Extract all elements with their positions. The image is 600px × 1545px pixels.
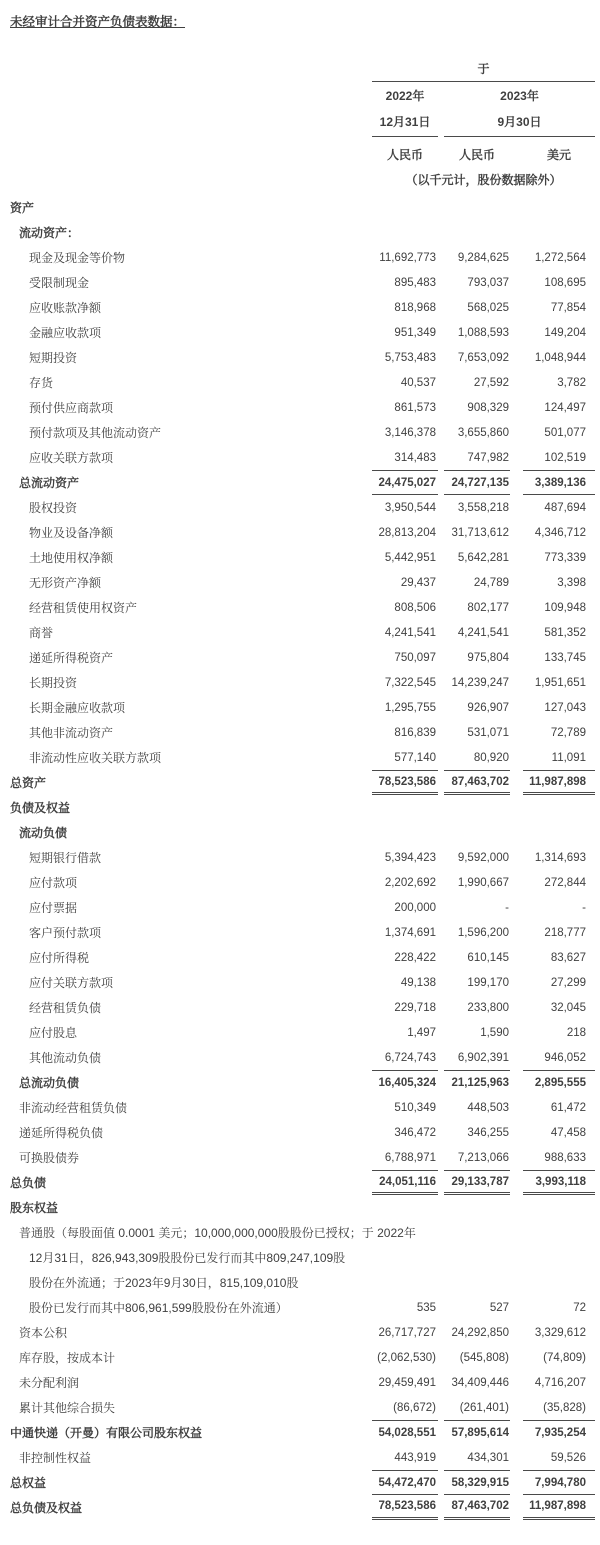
- cell-rmb-2023: 3,558,218: [457, 501, 509, 514]
- cell-rmb-2023: [444, 195, 510, 220]
- cell-rmb-2023: 21,125,963: [444, 1070, 510, 1095]
- table-row: [0, 470, 600, 495]
- row-label: 其他非流动资产: [29, 726, 114, 740]
- cell-usd-2023: 109,948: [544, 601, 586, 614]
- row-label: 普通股（每股面值 0.0001 美元；10,000,000,000股股份已授权；于 2022年: [19, 1226, 416, 1240]
- cell-rmb-2023: 793,037: [467, 276, 509, 289]
- cell-rmb-2023: 908,329: [467, 401, 509, 414]
- cell-rmb-2023: (261,401): [459, 1401, 509, 1414]
- cell-rmb-2023: 233,800: [467, 1001, 509, 1014]
- cell-usd-2023: [523, 220, 595, 245]
- row-label: 非控制性权益: [19, 1451, 92, 1465]
- cell-rmb-2023: [444, 1270, 510, 1295]
- cell-rmb-2022: 78,523,586: [372, 1495, 438, 1520]
- cell-rmb-2022: 314,483: [394, 451, 436, 464]
- row-label: 短期投资: [29, 351, 78, 365]
- row-label: 应付票据: [29, 901, 78, 915]
- row-label: 预付供应商款项: [29, 401, 114, 415]
- cell-usd-2023: 72: [573, 1301, 586, 1314]
- row-label: 总流动负债: [19, 1076, 80, 1090]
- cell-rmb-2023: 199,170: [467, 976, 509, 989]
- col-2023-date: 9月30日: [497, 114, 542, 129]
- table-row: [0, 820, 600, 845]
- cell-rmb-2022: 11,692,773: [379, 251, 436, 264]
- cell-usd-2023: 946,052: [544, 1051, 586, 1064]
- header-rule-2023-group: [444, 136, 595, 137]
- table-row: [0, 945, 600, 970]
- cell-usd-2023: 218,777: [544, 926, 586, 939]
- cell-rmb-2023: 1,596,200: [457, 926, 509, 939]
- balance-sheet-document: [0, 12, 600, 1520]
- cell-rmb-2022: 3,146,378: [384, 426, 436, 439]
- cell-usd-2023: 124,497: [544, 401, 586, 414]
- cell-rmb-2022: 5,394,423: [384, 851, 436, 864]
- cell-rmb-2022: [372, 1195, 438, 1220]
- cell-rmb-2022: 861,573: [394, 401, 436, 414]
- table-row: [0, 1120, 600, 1145]
- row-label: 股份已发行而其中806,961,599股股份在外流通）: [29, 1301, 288, 1315]
- cell-usd-2023: -: [582, 901, 586, 914]
- table-row: [0, 795, 600, 820]
- cell-rmb-2023: 24,789: [473, 576, 509, 589]
- table-row: [0, 420, 600, 445]
- col-2022-date: 12月31日: [379, 114, 431, 129]
- row-label: 库存股，按成本计: [19, 1351, 116, 1365]
- cell-rmb-2023: 346,255: [467, 1126, 509, 1139]
- cell-rmb-2022: 7,322,545: [384, 676, 436, 689]
- cell-rmb-2022: 346,472: [394, 1126, 436, 1139]
- cell-usd-2023: 149,204: [544, 326, 586, 339]
- cell-rmb-2022: 4,241,541: [384, 626, 436, 639]
- cell-rmb-2023: 802,177: [467, 601, 509, 614]
- table-row: [0, 1070, 600, 1095]
- cell-usd-2023: 11,987,898: [523, 1495, 595, 1520]
- cell-rmb-2022: 54,028,551: [372, 1420, 438, 1445]
- table-row: [0, 270, 600, 295]
- cell-rmb-2022: 6,788,971: [384, 1151, 436, 1164]
- table-row: [0, 745, 600, 770]
- cell-usd-2023: [523, 1220, 595, 1245]
- cell-usd-2023: 773,339: [544, 551, 586, 564]
- cell-rmb-2023: 6,902,391: [457, 1051, 509, 1064]
- cell-rmb-2022: [372, 220, 438, 245]
- row-label: 存货: [29, 376, 54, 390]
- cell-usd-2023: 3,782: [557, 376, 586, 389]
- cell-rmb-2023: 5,642,281: [457, 551, 509, 564]
- table-row: [0, 920, 600, 945]
- table-row: [0, 295, 600, 320]
- cell-rmb-2023: 434,301: [467, 1451, 509, 1464]
- cell-rmb-2023: 14,239,247: [451, 676, 509, 689]
- cell-usd-2023: 3,993,118: [523, 1170, 595, 1195]
- row-label: 负债及权益: [10, 801, 71, 815]
- cell-rmb-2022: [372, 1270, 438, 1295]
- table-row: [0, 770, 600, 795]
- row-label: 土地使用权净额: [29, 551, 114, 565]
- row-label: 总流动资产: [19, 476, 80, 490]
- cell-rmb-2022: 16,405,324: [372, 1070, 438, 1095]
- cell-usd-2023: 7,935,254: [523, 1420, 595, 1445]
- cell-usd-2023: 83,627: [550, 951, 586, 964]
- row-label: 经营租赁使用权资产: [29, 601, 138, 615]
- cell-rmb-2022: 29,459,491: [378, 1376, 436, 1389]
- cell-usd-2023: 77,854: [550, 301, 586, 314]
- cell-rmb-2022: 228,422: [394, 951, 436, 964]
- cell-rmb-2022: 5,442,951: [384, 551, 436, 564]
- cell-rmb-2023: 87,463,702: [444, 770, 510, 795]
- table-row: [0, 1445, 600, 1470]
- cell-usd-2023: [523, 1270, 595, 1295]
- row-label: 总权益: [10, 1476, 47, 1490]
- cell-rmb-2023: 531,071: [467, 726, 509, 739]
- cell-usd-2023: 4,716,207: [534, 1376, 586, 1389]
- cell-usd-2023: 11,091: [551, 751, 586, 764]
- cell-rmb-2023: [444, 820, 510, 845]
- cell-usd-2023: (35,828): [543, 1401, 586, 1414]
- cell-rmb-2023: [444, 1245, 510, 1270]
- table-row: [0, 720, 600, 745]
- cell-rmb-2022: 28,813,204: [378, 526, 436, 539]
- table-row: [0, 1045, 600, 1070]
- currency-usd-2023: 美元: [546, 147, 571, 162]
- row-label: 流动负债: [19, 826, 68, 840]
- cell-usd-2023: 581,352: [544, 626, 586, 639]
- cell-rmb-2022: 510,349: [394, 1101, 436, 1114]
- cell-usd-2023: (74,809): [543, 1351, 586, 1364]
- table-row: [0, 1295, 600, 1320]
- table-row: [0, 1245, 600, 1270]
- table-row: [0, 195, 600, 220]
- row-label: 非流动经营租赁负债: [19, 1101, 128, 1115]
- cell-rmb-2023: 3,655,860: [457, 426, 509, 439]
- cell-rmb-2022: 1,374,691: [384, 926, 436, 939]
- cell-usd-2023: 61,472: [550, 1101, 586, 1114]
- row-label: 未分配利润: [19, 1376, 80, 1390]
- header-underlines: [372, 134, 595, 142]
- row-label: 客户预付款项: [29, 926, 102, 940]
- cell-rmb-2023: 9,592,000: [457, 851, 509, 864]
- row-label: 累计其他综合损失: [19, 1401, 116, 1415]
- cell-rmb-2023: 57,895,614: [444, 1420, 510, 1445]
- cell-usd-2023: 133,745: [544, 651, 586, 664]
- table-row: [0, 370, 600, 395]
- cell-usd-2023: [523, 795, 595, 820]
- cell-usd-2023: 1,048,944: [534, 351, 586, 364]
- row-label: 资产: [10, 201, 35, 215]
- row-label: 可换股债券: [19, 1151, 80, 1165]
- cell-rmb-2022: 24,051,116: [372, 1170, 438, 1195]
- cell-rmb-2023: 1,990,667: [457, 876, 509, 889]
- row-label: 总负债及权益: [10, 1501, 83, 1515]
- cell-rmb-2022: 818,968: [394, 301, 436, 314]
- cell-rmb-2022: 29,437: [400, 576, 436, 589]
- cell-usd-2023: 501,077: [544, 426, 586, 439]
- as-of-label: 于: [477, 62, 490, 76]
- table-row: [0, 995, 600, 1020]
- cell-rmb-2022: 1,295,755: [384, 701, 436, 714]
- table-row: [0, 595, 600, 620]
- page-title: 未经审计合并资产负债表数据：: [10, 15, 186, 29]
- row-label: 应付股息: [29, 1026, 78, 1040]
- table-row: [0, 870, 600, 895]
- cell-usd-2023: 4,346,712: [534, 526, 586, 539]
- row-label: 流动资产：: [19, 226, 80, 240]
- cell-rmb-2023: 1,590: [480, 1026, 509, 1039]
- cell-rmb-2023: [444, 1195, 510, 1220]
- table-row: [0, 695, 600, 720]
- cell-usd-2023: 7,994,780: [523, 1470, 595, 1495]
- cell-rmb-2022: 24,475,027: [372, 470, 438, 495]
- row-label: 预付款项及其他流动资产: [29, 426, 162, 440]
- cell-rmb-2022: 49,138: [400, 976, 436, 989]
- cell-rmb-2023: 24,292,850: [451, 1326, 509, 1339]
- table-row: [0, 895, 600, 920]
- cell-rmb-2022: 951,349: [394, 326, 436, 339]
- table-row: [0, 970, 600, 995]
- cell-rmb-2022: 895,483: [394, 276, 436, 289]
- table-row: [0, 495, 600, 520]
- currency-rmb-2023: 人民币: [458, 147, 495, 162]
- row-label: 12月31日，826,943,309股股份已发行而其中809,247,109股: [29, 1251, 346, 1265]
- cell-rmb-2023: 31,713,612: [451, 526, 509, 539]
- table-row: [0, 1370, 600, 1395]
- cell-rmb-2023: 29,133,787: [444, 1170, 510, 1195]
- cell-rmb-2023: 975,804: [467, 651, 509, 664]
- row-label: 短期银行借款: [29, 851, 102, 865]
- cell-usd-2023: 1,314,693: [534, 851, 586, 864]
- row-label: 资本公积: [19, 1326, 68, 1340]
- cell-usd-2023: 11,987,898: [523, 770, 595, 795]
- cell-rmb-2022: 1,497: [407, 1026, 436, 1039]
- cell-usd-2023: 988,633: [544, 1151, 586, 1164]
- table-row: [0, 1270, 600, 1295]
- cell-usd-2023: 3,389,136: [523, 470, 595, 495]
- row-label: 应付所得税: [29, 951, 90, 965]
- cell-rmb-2023: -: [505, 901, 509, 914]
- cell-rmb-2023: 34,409,446: [451, 1376, 509, 1389]
- cell-rmb-2023: 80,920: [473, 751, 509, 764]
- table-row: [0, 520, 600, 545]
- cell-usd-2023: 108,695: [544, 276, 586, 289]
- cell-usd-2023: 2,895,555: [523, 1070, 595, 1095]
- cell-rmb-2023: 58,329,915: [444, 1470, 510, 1495]
- cell-rmb-2023: 568,025: [467, 301, 509, 314]
- table-row: [0, 1195, 600, 1220]
- row-label: 应付关联方款项: [29, 976, 114, 990]
- cell-usd-2023: [523, 1195, 595, 1220]
- cell-rmb-2022: [372, 1245, 438, 1270]
- cell-rmb-2022: 443,919: [394, 1451, 436, 1464]
- cell-rmb-2022: 40,537: [400, 376, 436, 389]
- cell-usd-2023: 127,043: [544, 701, 586, 714]
- cell-usd-2023: 1,272,564: [534, 251, 586, 264]
- header-rule-2022-col: [372, 136, 438, 137]
- table-row: [0, 670, 600, 695]
- cell-rmb-2023: [444, 1220, 510, 1245]
- cell-usd-2023: 27,299: [550, 976, 586, 989]
- cell-rmb-2023: 27,592: [473, 376, 509, 389]
- table-row: [0, 1345, 600, 1370]
- col-2023-year: 2023年: [500, 88, 539, 103]
- table-row: [0, 445, 600, 470]
- row-label: 股权投资: [29, 501, 78, 515]
- units-note: （以千元计，股份数据除外）: [405, 172, 562, 187]
- cell-usd-2023: 32,045: [550, 1001, 586, 1014]
- cell-rmb-2023: 747,982: [467, 451, 509, 464]
- table-row: [0, 395, 600, 420]
- cell-usd-2023: [523, 195, 595, 220]
- table-column-header: [372, 56, 595, 192]
- row-label: 长期投资: [29, 676, 78, 690]
- cell-usd-2023: [523, 820, 595, 845]
- cell-rmb-2022: 78,523,586: [372, 770, 438, 795]
- cell-rmb-2022: 3,950,544: [384, 501, 436, 514]
- balance-sheet-table: [0, 195, 600, 1520]
- row-label: 其他流动负债: [29, 1051, 102, 1065]
- cell-rmb-2022: 229,718: [394, 1001, 436, 1014]
- table-row: [0, 1395, 600, 1420]
- cell-usd-2023: 59,526: [550, 1451, 586, 1464]
- cell-rmb-2022: 200,000: [394, 901, 436, 914]
- currency-rmb-2022: 人民币: [386, 147, 423, 162]
- currency-row: [372, 142, 595, 166]
- cell-rmb-2022: (2,062,530): [377, 1351, 436, 1364]
- cell-rmb-2023: 4,241,541: [457, 626, 509, 639]
- cell-rmb-2023: 24,727,135: [444, 470, 510, 495]
- col-2022-year: 2022年: [385, 88, 425, 103]
- cell-usd-2023: 102,519: [544, 451, 586, 464]
- row-label: 应收关联方款项: [29, 451, 114, 465]
- row-label: 递延所得税负债: [19, 1126, 104, 1140]
- cell-rmb-2023: 1,088,593: [457, 326, 509, 339]
- cell-rmb-2023: [444, 220, 510, 245]
- table-row: [0, 1020, 600, 1045]
- row-label: 非流动性应收关联方款项: [29, 751, 162, 765]
- cell-rmb-2022: [372, 195, 438, 220]
- table-row: [0, 620, 600, 645]
- row-label: 股份在外流通；于2023年9月30日，815,109,010股: [29, 1276, 299, 1290]
- table-row: [0, 1170, 600, 1195]
- date-row: [372, 108, 595, 134]
- cell-rmb-2022: 577,140: [394, 751, 436, 764]
- cell-rmb-2023: 926,907: [467, 701, 509, 714]
- cell-rmb-2022: 816,839: [394, 726, 436, 739]
- row-label: 应收账款净额: [29, 301, 102, 315]
- cell-rmb-2022: 2,202,692: [384, 876, 436, 889]
- cell-rmb-2022: (86,672): [393, 1401, 436, 1414]
- cell-rmb-2023: 7,213,066: [457, 1151, 509, 1164]
- cell-usd-2023: 487,694: [544, 501, 586, 514]
- table-row: [0, 1420, 600, 1445]
- cell-usd-2023: 3,398: [557, 576, 586, 589]
- row-label: 总负债: [10, 1176, 47, 1190]
- table-row: [0, 1495, 600, 1520]
- table-row: [0, 545, 600, 570]
- table-row: [0, 245, 600, 270]
- cell-rmb-2023: 610,145: [467, 951, 509, 964]
- cell-rmb-2022: 808,506: [394, 601, 436, 614]
- cell-usd-2023: 3,329,612: [534, 1326, 586, 1339]
- cell-usd-2023: 218: [566, 1026, 586, 1039]
- cell-rmb-2022: 750,097: [394, 651, 436, 664]
- cell-rmb-2023: 527: [489, 1301, 509, 1314]
- cell-rmb-2022: [372, 1220, 438, 1245]
- row-label: 股东权益: [10, 1201, 59, 1215]
- table-row: [0, 645, 600, 670]
- table-row: [0, 1320, 600, 1345]
- table-row: [0, 1220, 600, 1245]
- row-label: 总资产: [10, 776, 47, 790]
- row-label: 现金及现金等价物: [29, 251, 126, 265]
- cell-rmb-2022: 54,472,470: [372, 1470, 438, 1495]
- row-label: 无形资产净额: [29, 576, 102, 590]
- cell-rmb-2022: 535: [416, 1301, 436, 1314]
- cell-rmb-2023: 448,503: [467, 1101, 509, 1114]
- table-row: [0, 320, 600, 345]
- cell-usd-2023: [523, 1245, 595, 1270]
- row-label: 递延所得税资产: [29, 651, 114, 665]
- cell-rmb-2022: 26,717,727: [378, 1326, 436, 1339]
- table-row: [0, 1145, 600, 1170]
- row-label: 商誉: [29, 626, 54, 640]
- cell-usd-2023: 272,844: [544, 876, 586, 889]
- table-row: [0, 845, 600, 870]
- cell-rmb-2022: [372, 795, 438, 820]
- cell-rmb-2022: 5,753,483: [384, 351, 436, 364]
- table-row: [0, 345, 600, 370]
- table-row: [0, 220, 600, 245]
- table-row: [0, 1095, 600, 1120]
- cell-rmb-2023: 87,463,702: [444, 1495, 510, 1520]
- table-row: [0, 570, 600, 595]
- cell-usd-2023: 72,789: [550, 726, 586, 739]
- cell-rmb-2022: [372, 820, 438, 845]
- cell-usd-2023: 47,458: [550, 1126, 586, 1139]
- cell-rmb-2023: [444, 795, 510, 820]
- row-label: 物业及设备净额: [29, 526, 114, 540]
- row-label: 长期金融应收款项: [29, 701, 126, 715]
- row-label: 经营租赁负债: [29, 1001, 102, 1015]
- row-label: 中通快递（开曼）有限公司股东权益: [10, 1426, 203, 1440]
- cell-usd-2023: 1,951,651: [534, 676, 586, 689]
- year-row: [372, 82, 595, 108]
- cell-rmb-2023: (545,808): [459, 1351, 509, 1364]
- row-label: 受限制现金: [29, 276, 90, 290]
- table-row: [0, 1470, 600, 1495]
- row-label: 应付款项: [29, 876, 78, 890]
- row-label: 金融应收款项: [29, 326, 102, 340]
- cell-rmb-2023: 7,653,092: [457, 351, 509, 364]
- cell-rmb-2023: 9,284,625: [457, 251, 509, 264]
- cell-rmb-2022: 6,724,743: [384, 1051, 436, 1064]
